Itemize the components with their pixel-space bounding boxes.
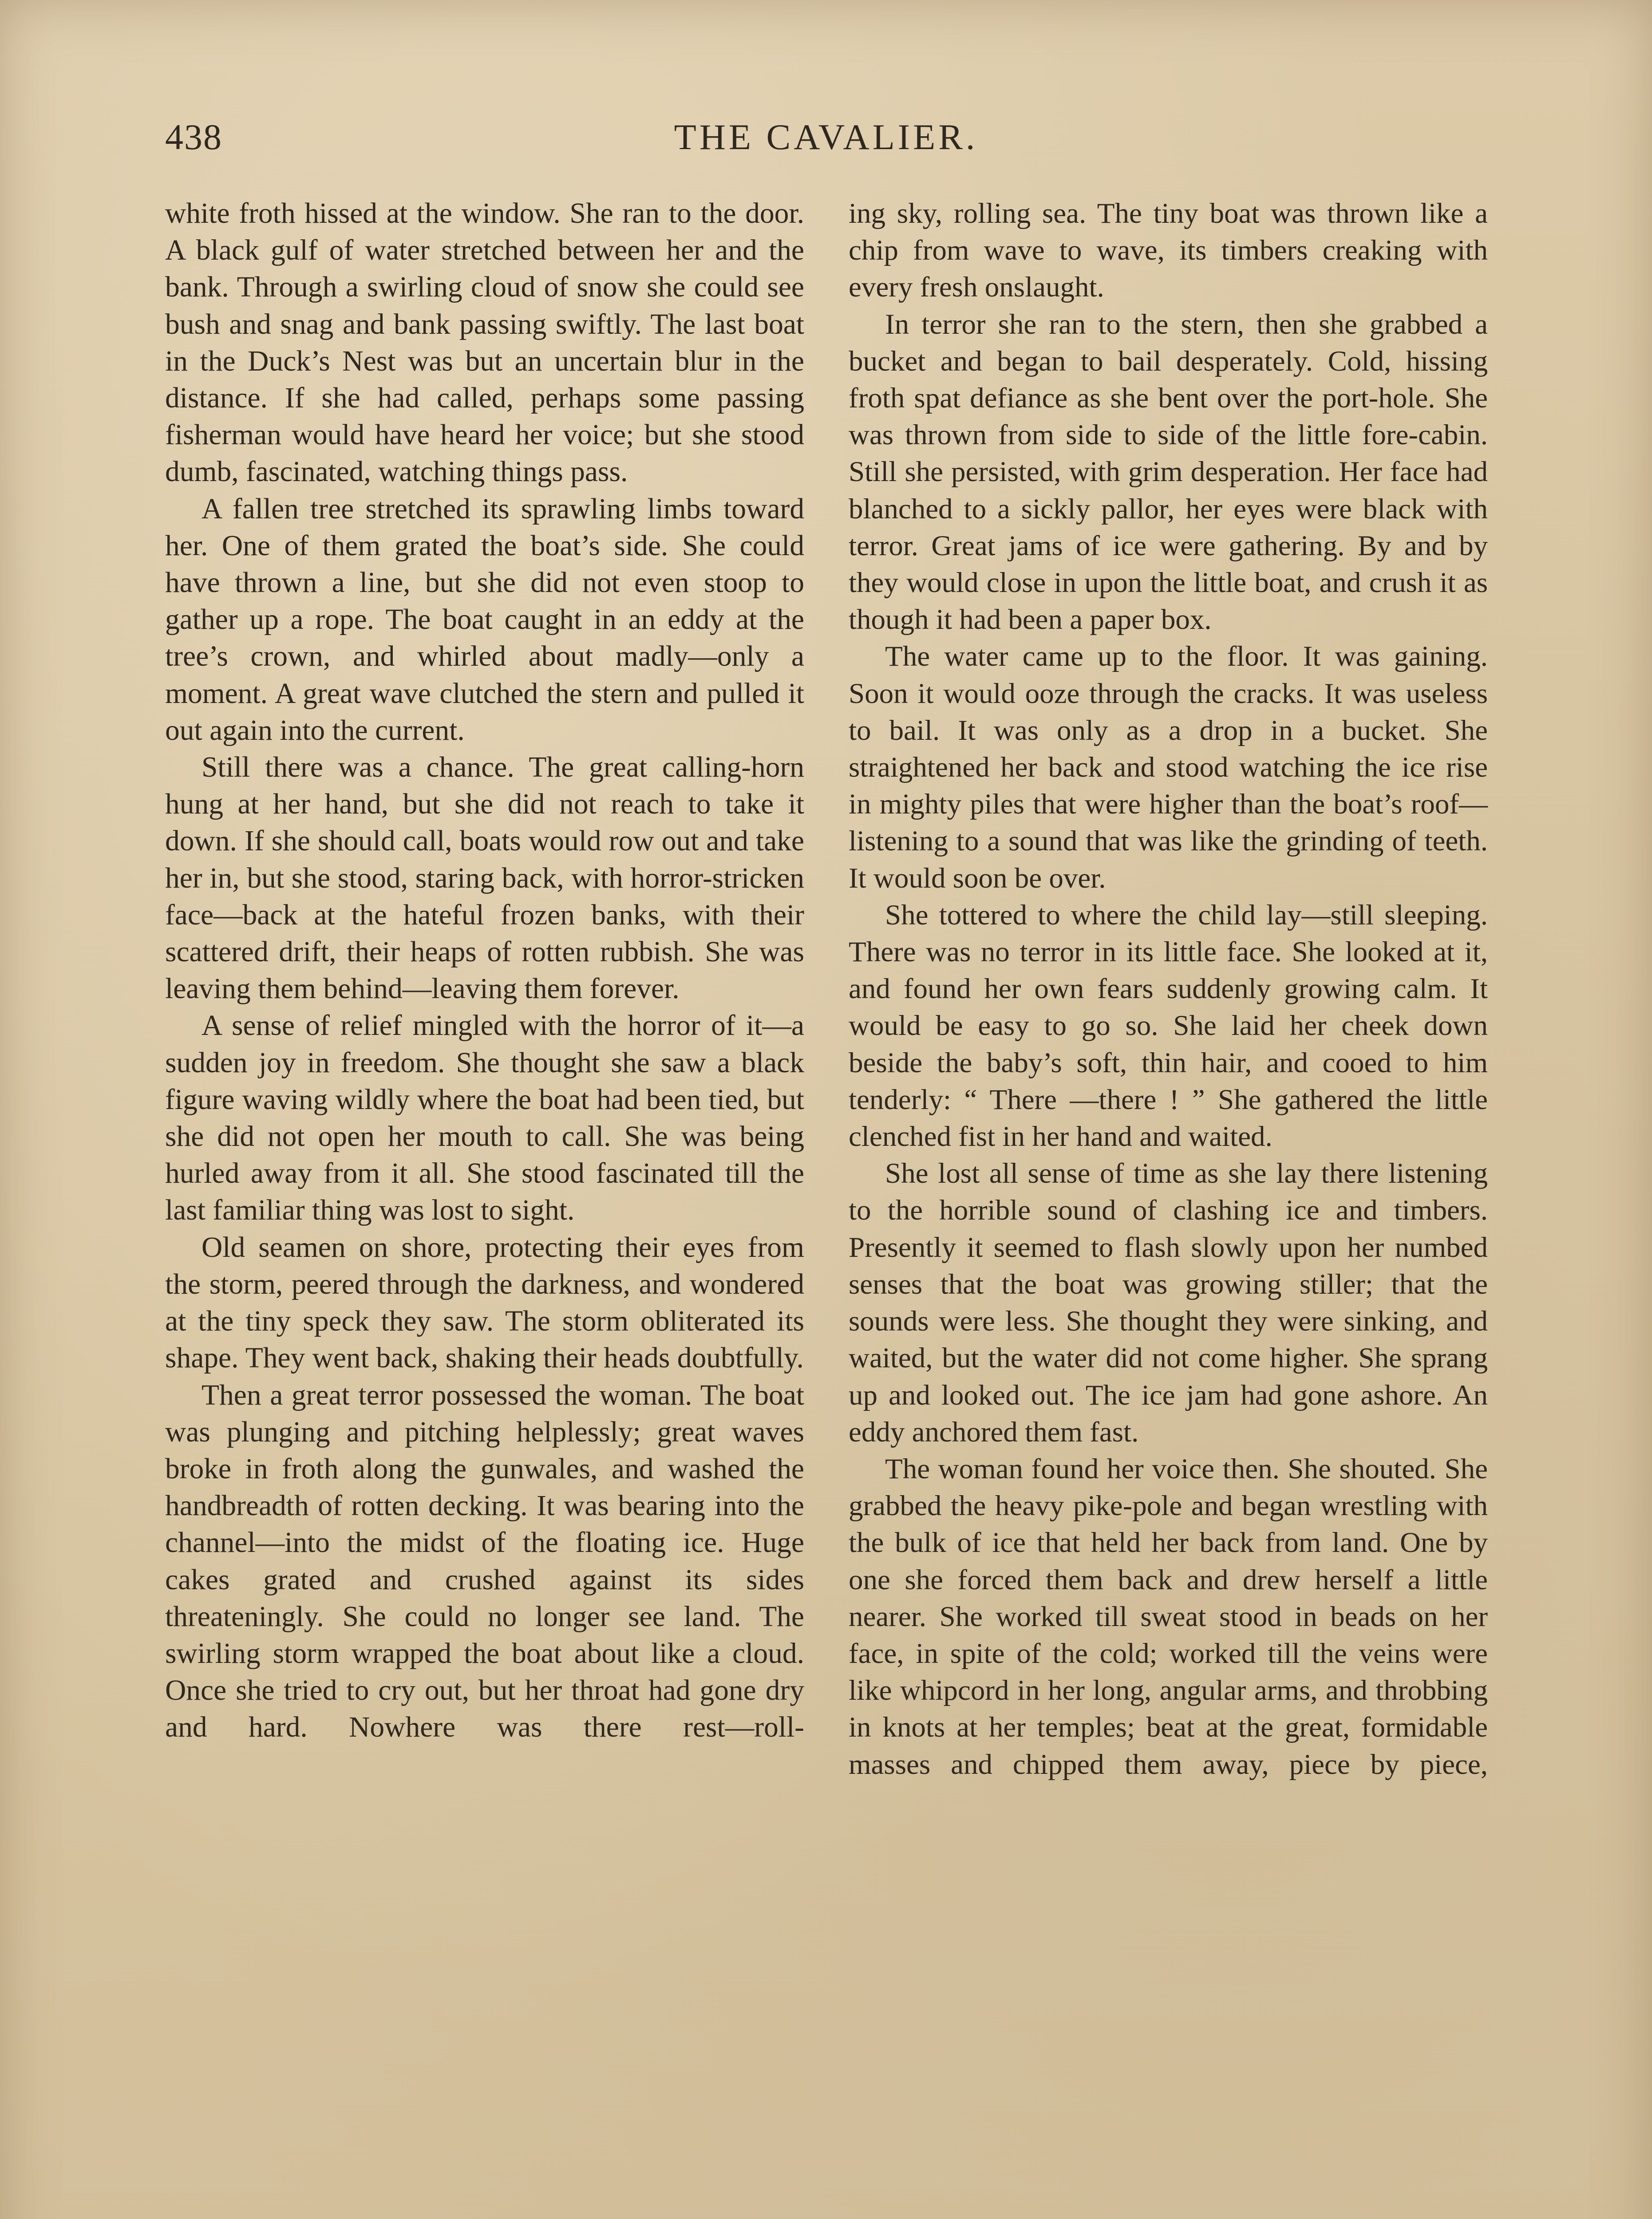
left-column [165,195,804,2219]
paragraph: She tottered to where the child lay—still sleeping. There was no terror in its little face. She looked at it, and found her own fears suddenly growing calm. It would be easy to go so. She laid her cheek down beside the baby’s soft, thin hair, and cooed to him tenderly: “ There —there ! ” She gathered the little clenched fist in her hand and waited. [849,899,1488,1153]
paragraph: The water came up to the floor. It was gaining. Soon it would ooze through the cracks. It was useless to bail. It was only as a drop in a bucket. She straightened her back and stood watching the ice rise in mighty piles that were higher than the boat’s roof—listening to a sound that was like the grinding of teeth. It would soon be over. [849,640,1488,894]
paragraph: The woman found her voice then. She shouted. She grabbed the heavy pike-pole and began wrestling with the bulk of ice that held her back from land. One by one she forced them back and drew herself a little nearer. She worked till sweat stood in beads on her face, in spite of the cold; worked till the veins were like whipcord in her long, angular arms, and throbbing in knots at her temples; beat at the great, formidable masses and chipped them away, piece by piece, [849,1453,1488,1781]
right-column [849,195,1488,2219]
paragraph: Old seamen on shore, protecting their eyes from the storm, peered through the darkness, and wondered at the tiny speck they saw. The storm obliterated its shape. They went back, shaking their heads doubtfully. [165,1231,804,1374]
running-title: THE CAVALIER. [674,117,978,157]
text-columns [165,195,1488,2219]
paragraph: ing sky, rolling sea. The tiny boat was thrown like a chip from wave to wave, its timbers creaking with every fresh onslaught. [849,197,1488,304]
paragraph: Still there was a chance. The great calling-horn hung at her hand, but she did not reach to take it down. If she should call, boats would row out and take her in, but she stood, staring back, with horror-stricken face—back at the hateful frozen banks, with their scattered drift, their heaps of rotten rubbish. She was leaving them behind—leaving them forever. [165,751,804,1005]
paragraph: In terror she ran to the stern, then she grabbed a bucket and began to bail desperately. Cold, hissing froth spat defiance as she bent over the port-hole. She was thrown from side to side of the little fore-cabin. Still she persisted, with grim desperation. Her face had blanched to a sickly pallor, her eyes were black with terror. Great jams of ice were gathering. By and by they would close in upon the little boat, and crush it as though it had been a paper box. [849,308,1488,636]
paragraph: A sense of relief mingled with the horror of it—a sudden joy in freedom. She thought she saw a black figure waving wildly where the boat had been tied, but she did not open her mouth to call. She was being hurled away from it all. She stood fascinated till the last familiar thing was lost to sight. [165,1010,804,1227]
page-number: 438 [165,117,222,157]
paragraph: Then a great terror possessed the woman. The boat was plunging and pitching helplessly; great waves broke in froth along the gunwales, and washed the handbreadth of rotten decking. It was bearing into the channel—into the midst of the floating ice. Huge cakes grated and crushed against its sides threateningly. She could no longer see land. The swirling storm wrapped the boat about like a cloud. Once she tried to cry out, but her throat had gone dry and hard. Nowhere was there rest—roll- [165,1379,804,1744]
paragraph: A fallen tree stretched its sprawling limbs toward her. One of them grated the boat’s side. She could have thrown a line, but she did not even stoop to gather up a rope. The boat caught in an eddy at the tree’s crown, and whirled about madly—only a moment. A great wave clutched the stern and pulled it out again into the current. [165,493,804,746]
page-header [165,116,1487,165]
paragraph: She lost all sense of time as she lay there listening to the horrible sound of clashing ice and timbers. Presently it seemed to flash slowly upon her numbed senses that the boat was growing stiller; that the sounds were less. She thought they were sinking, and waited, but the water did not come higher. She sprang up and looked out. The ice jam had gone ashore. An eddy anchored them fast. [849,1157,1488,1448]
paragraph: white froth hissed at the window. She ran to the door. A black gulf of water stretched between her and the bank. Through a swirling cloud of snow she could see bush and snag and bank passing swiftly. The last boat in the Duck’s Nest was but an uncertain blur in the distance. If she had called, perhaps some passing fisherman would have heard her voice; but she stood dumb, fascinated, watching things pass. [165,197,804,488]
